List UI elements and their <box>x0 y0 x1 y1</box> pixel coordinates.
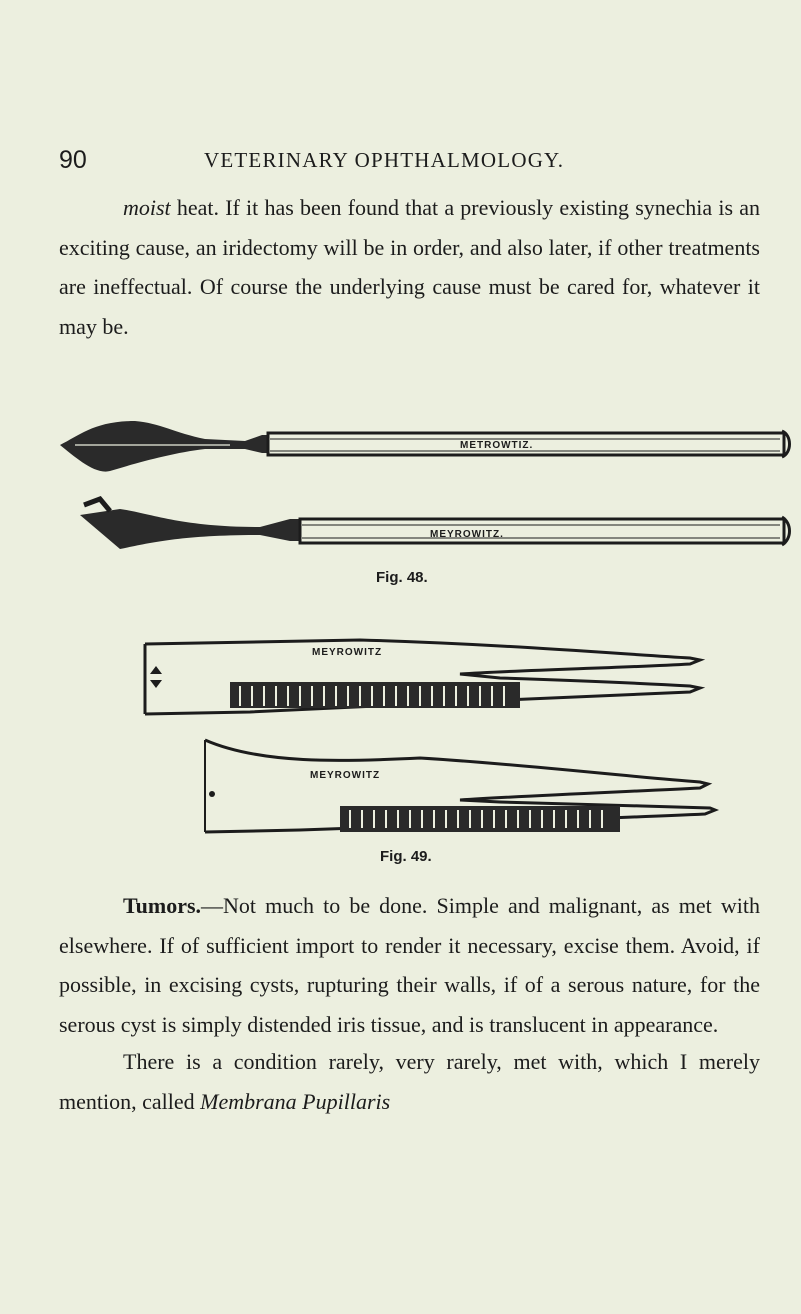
running-title: VETERINARY OPHTHALMOLOGY. <box>204 148 565 172</box>
run-in-heading: Tumors. <box>123 893 202 918</box>
forceps-1-maker-label: MEYROWITZ <box>312 647 383 658</box>
italic-lead: moist <box>123 195 171 220</box>
figure-48-illustration <box>0 415 801 565</box>
italic-term: Membrana Pupillaris <box>200 1088 391 1114</box>
paragraph-membrana <box>59 1042 760 1121</box>
knife-1-maker-label: METROWTIZ. <box>460 440 534 451</box>
knife-1 <box>60 421 790 472</box>
forceps-2 <box>205 740 715 832</box>
knife-2-maker-label: MEYROWITZ. <box>430 529 504 540</box>
knife-2 <box>80 499 790 549</box>
figure-48-caption: Fig. 48. <box>376 569 428 586</box>
forceps-1 <box>145 640 700 714</box>
forceps-2-maker-label: MEYROWITZ <box>310 770 381 781</box>
page-number: 90 <box>59 146 87 174</box>
paragraph-text: —Not much to be done. Simple and malignant, as met with elsewhere. If of sufficient import to render it necessary, excise them. Avoid, if possible, in excising cysts, rupturing their walls, if of a serous nature, for the serous cyst is simply distended iris tissue, and is translucent in appearance. <box>59 893 760 1037</box>
figure-49-caption: Fig. 49. <box>380 848 432 865</box>
paragraph-text: heat. If it has been found that a previously existing synechia is an exciting cause, an iridectomy will be in order, and also later, if other treatments are ineffectual. Of course the underlying cause must be cared for, whatever it may be. <box>59 195 760 339</box>
page-header <box>59 146 759 180</box>
paragraph-tumors <box>59 886 760 1044</box>
figure-49-illustration <box>0 630 801 840</box>
paragraph-text: There is a condition rarely, very rarely, met with, which I merely mention, called <box>59 1049 760 1114</box>
paragraph-moist-heat <box>59 188 760 346</box>
